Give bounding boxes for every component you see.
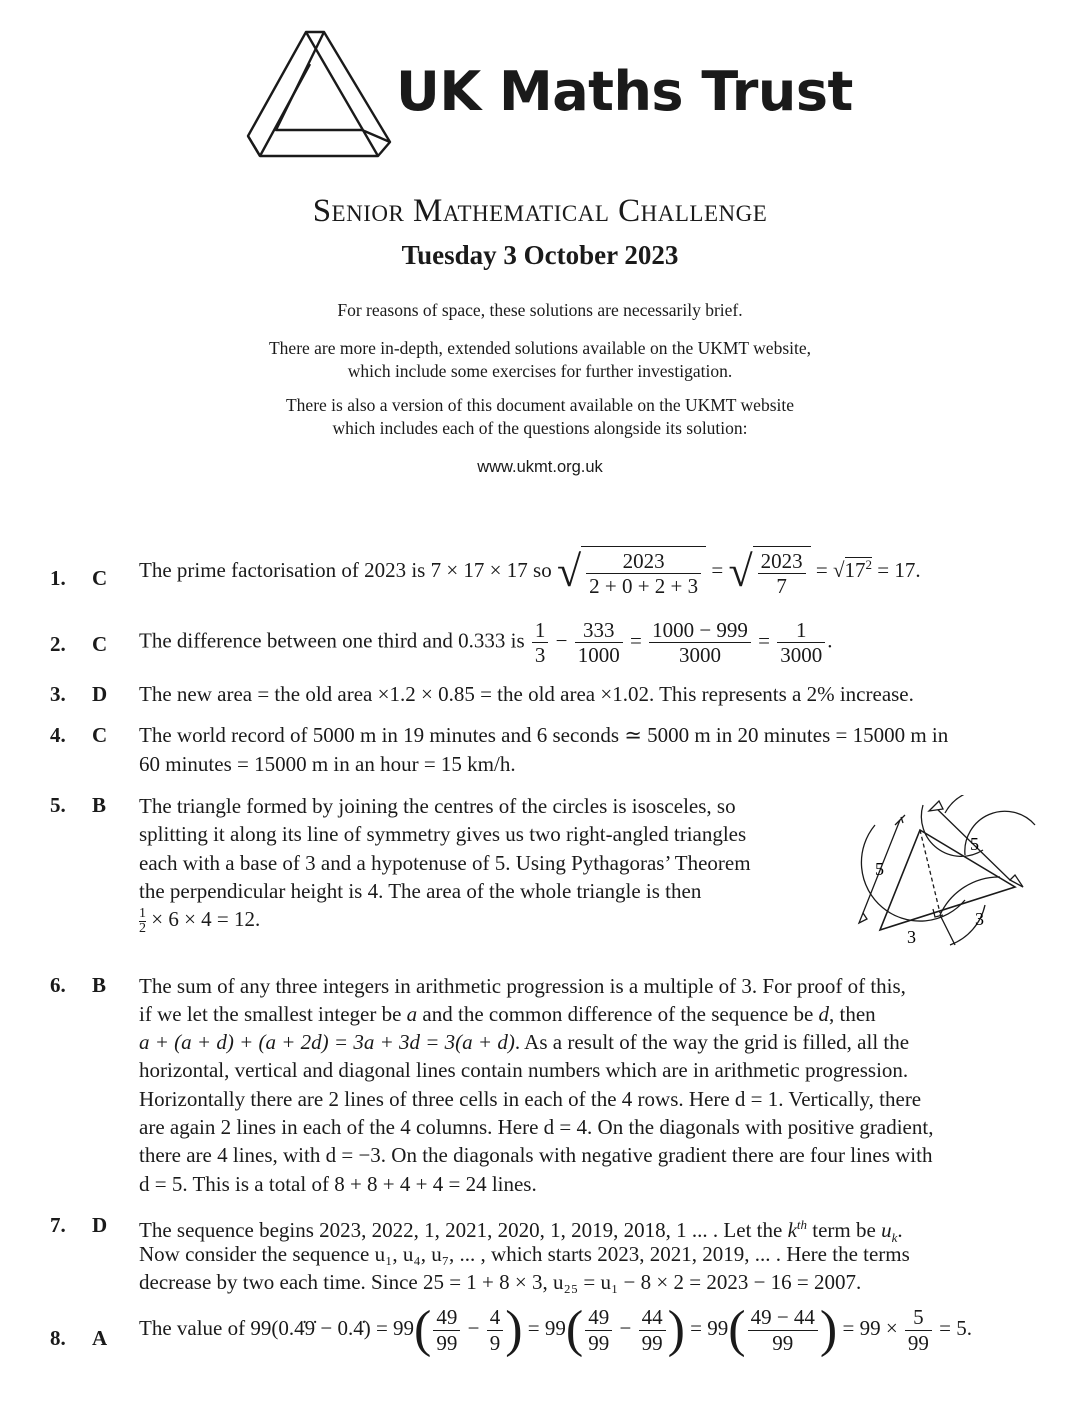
fraction-numerator: 2023: [758, 549, 806, 574]
exam-date: Tuesday 3 October 2023: [401, 240, 679, 270]
variable-d: d: [818, 1002, 830, 1026]
question-number: 3.: [50, 682, 66, 706]
intro-note: There is also a version of this document available on the UKMT website: [285, 395, 795, 415]
solution-5-line: [139, 905, 260, 936]
fraction-numerator: 333: [575, 618, 623, 643]
period: .: [897, 1218, 903, 1242]
fraction-denominator: 9: [489, 1330, 501, 1355]
label-base-3: 3: [975, 909, 984, 929]
equals-sign: =: [629, 628, 642, 653]
solution-5-line: the perpendicular height is 4. The area of the whole triangle is then: [139, 879, 702, 903]
fraction-numerator: 1: [139, 905, 146, 921]
solution-6-line: [139, 1000, 876, 1028]
fraction-denominator: 7: [776, 574, 787, 599]
fraction-numerator: 1: [532, 618, 549, 643]
minus-sign: −: [467, 1315, 480, 1340]
question-answer: B: [92, 973, 107, 997]
solution-5-line: The triangle formed by joining the centres of the circles is isosceles, so: [139, 794, 736, 818]
solution-6-line: The sum of any three integers in arithmetic progression is a multiple of 3. For proof of this,: [139, 974, 906, 998]
solution-text: × 6 × 4 = 12.: [151, 907, 261, 931]
superscript: th: [796, 1217, 808, 1232]
solution-text: The difference between one third and 0.333 is: [139, 628, 525, 653]
logo-triangle-icon: [242, 24, 392, 158]
fraction-numerator: 1: [777, 618, 825, 643]
solution-6-line: Horizontally there are 2 lines of three cells in each of the 4 rows. Here d = 1. Vertically, there: [139, 1087, 922, 1111]
question-number: 6.: [50, 973, 66, 997]
sqrt-expression: √ $\frac{2023}{2 + 0 + 2 + 3}$: [557, 546, 706, 598]
period: .: [827, 628, 833, 653]
label-side-5: 5: [970, 834, 979, 854]
solution-equation: a + (a + d) + (a + 2d) = 3a + 3d = 3(a + d): [139, 1030, 515, 1054]
left-paren: (: [565, 1301, 584, 1358]
solution-6-line: are again 2 lines in each of the 4 columns. Here d = 4. On the diagonals with positive gradient,: [139, 1115, 934, 1139]
question-number: 4.: [50, 723, 66, 747]
label-side-5: 5: [875, 859, 884, 879]
question-answer: C: [92, 566, 108, 590]
variable-u: u: [881, 1218, 892, 1242]
fraction-numerator: 49 − 44: [748, 1305, 818, 1330]
fraction-numerator: 44: [639, 1305, 666, 1330]
equals-sign: =: [711, 557, 724, 582]
solution-2: [139, 618, 833, 667]
solution-6-line: horizontal, vertical and diagonal lines contain numbers which are in arithmetic progression.: [139, 1058, 909, 1082]
result-value: = 17.: [877, 557, 921, 582]
fraction-denominator: 1000: [577, 643, 620, 668]
intro-note: which include some exercises for further investigation.: [347, 361, 733, 381]
fraction-numerator: 4: [487, 1305, 504, 1330]
solution-5-line: splitting it along its line of symmetry gives us two right-angled triangles: [139, 822, 747, 846]
solution-7-line: decrease by two each time. Since 25 = 1 + 8 × 3, u₂₅ = u₁ − 8 × 2 = 2023 − 16 = 2007.: [139, 1270, 862, 1294]
question-answer: D: [92, 682, 108, 706]
solution-8: [139, 1301, 973, 1358]
fraction-denominator: 3: [534, 643, 546, 668]
right-paren: ): [667, 1301, 685, 1358]
fraction-numerator: 49: [585, 1305, 612, 1330]
solution-7-line: Now consider the sequence u₁, u₄, u₇, ... , which starts 2023, 2021, 2019, ... . Here the terms: [139, 1242, 910, 1266]
equals-sign: =: [758, 628, 771, 653]
variable-a: a: [406, 1002, 418, 1026]
equals-99: = 99: [690, 1315, 729, 1340]
question-answer: C: [92, 723, 108, 747]
radicand-value: 17: [844, 557, 866, 582]
solution-text: if we let the smallest integer be: [139, 1002, 402, 1026]
intro-note: which includes each of the questions alongside its solution:: [332, 418, 748, 438]
variable-k: k: [787, 1218, 797, 1242]
solution-4-line: 60 minutes = 15000 m in an hour = 15 km/h.: [139, 752, 516, 776]
solution-5-line: each with a base of 3 and a hypotenuse of 5. Using Pythagoras’ Theorem: [139, 851, 751, 875]
fraction-denominator: 99: [772, 1330, 794, 1355]
fraction-denominator: 3000: [679, 643, 721, 668]
page-title: Senior Mathematical Challenge: [312, 193, 768, 229]
solution-text: term be: [812, 1218, 876, 1242]
label-base-3: 3: [907, 927, 916, 947]
solution-3: The new area = the old area ×1.2 × 0.85 = the old area ×1.02. This represents a 2% increase.: [139, 682, 914, 706]
question-number: 8.: [50, 1326, 66, 1350]
minus-sign: −: [555, 628, 568, 653]
solution-6-line: d = 5. This is a total of 8 + 8 + 4 + 4 = 24 lines.: [139, 1172, 537, 1196]
equals-sign: =: [815, 557, 828, 582]
sqrt-17-squared: $√17^2$: [832, 556, 873, 582]
left-paren: (: [728, 1301, 746, 1358]
solution-text: . As a result of the way the grid is filled, all the: [514, 1030, 910, 1054]
fraction-denominator: 3000: [780, 643, 823, 668]
subscript: k: [891, 1230, 898, 1246]
solution-6-line: there are 4 lines, with d = −3. On the diagonals with negative gradient there are four lines with: [139, 1143, 933, 1167]
brand-name: UK Maths Trust: [396, 60, 853, 123]
intro-note: For reasons of space, these solutions are necessarily brief.: [337, 300, 743, 320]
right-paren: ): [819, 1301, 838, 1358]
fraction-denominator: 99: [436, 1330, 458, 1355]
solution-1: [139, 546, 921, 598]
fraction-denominator: 2: [139, 920, 146, 936]
equals-99-times: = 99 ×: [842, 1315, 898, 1340]
intro-note: There are more in-depth, extended solutions available on the UKMT website,: [268, 338, 811, 358]
solution-text: The sequence begins 2023, 2022, 1, 2021, 2020, 1, 2019, 2018, 1 ... . Let the: [139, 1218, 783, 1242]
result-value: = 5.: [939, 1315, 973, 1340]
question-number: 5.: [50, 793, 66, 817]
solution-text: and the common difference of the sequence be: [422, 1002, 814, 1026]
circles-triangle-diagram: [845, 795, 1045, 950]
minus-sign: −: [619, 1315, 632, 1340]
question-number: 2.: [50, 632, 66, 656]
question-answer: D: [92, 1213, 108, 1237]
sqrt-expression: √ $\frac{2023}{7}$: [728, 546, 810, 598]
question-number: 7.: [50, 1213, 66, 1237]
question-answer: A: [92, 1326, 108, 1350]
right-paren: ): [505, 1301, 523, 1358]
fraction-numerator: 2023: [586, 549, 701, 574]
fraction-denominator: 2 + 0 + 2 + 3: [589, 574, 699, 599]
solution-text: , then: [829, 1002, 876, 1026]
fraction-numerator: 5: [905, 1305, 932, 1330]
fraction-denominator: 99: [588, 1330, 610, 1355]
question-answer: B: [92, 793, 107, 817]
exponent: 2: [865, 556, 873, 572]
solution-4-line: The world record of 5000 m in 19 minutes and 6 seconds ≃ 5000 m in 20 minutes = 15000 m in: [139, 723, 949, 747]
left-paren: (: [414, 1301, 432, 1358]
question-number: 1.: [50, 566, 66, 590]
fraction-denominator: 99: [641, 1330, 663, 1355]
solution-text: The prime factorisation of 2023 is 7 × 17 × 17 so: [139, 557, 552, 582]
solution-text: The value of 99(0.4̇9̇ − 0.4̇) = 99: [139, 1315, 415, 1340]
solution-6-line: [139, 1028, 909, 1056]
equals-99: = 99: [527, 1315, 566, 1340]
question-answer: C: [92, 632, 108, 656]
fraction-numerator: 1000 − 999: [649, 618, 751, 643]
fraction-numerator: 49: [433, 1305, 460, 1330]
fraction-denominator: 99: [907, 1330, 929, 1355]
website-url: www.ukmt.org.uk: [477, 458, 603, 476]
